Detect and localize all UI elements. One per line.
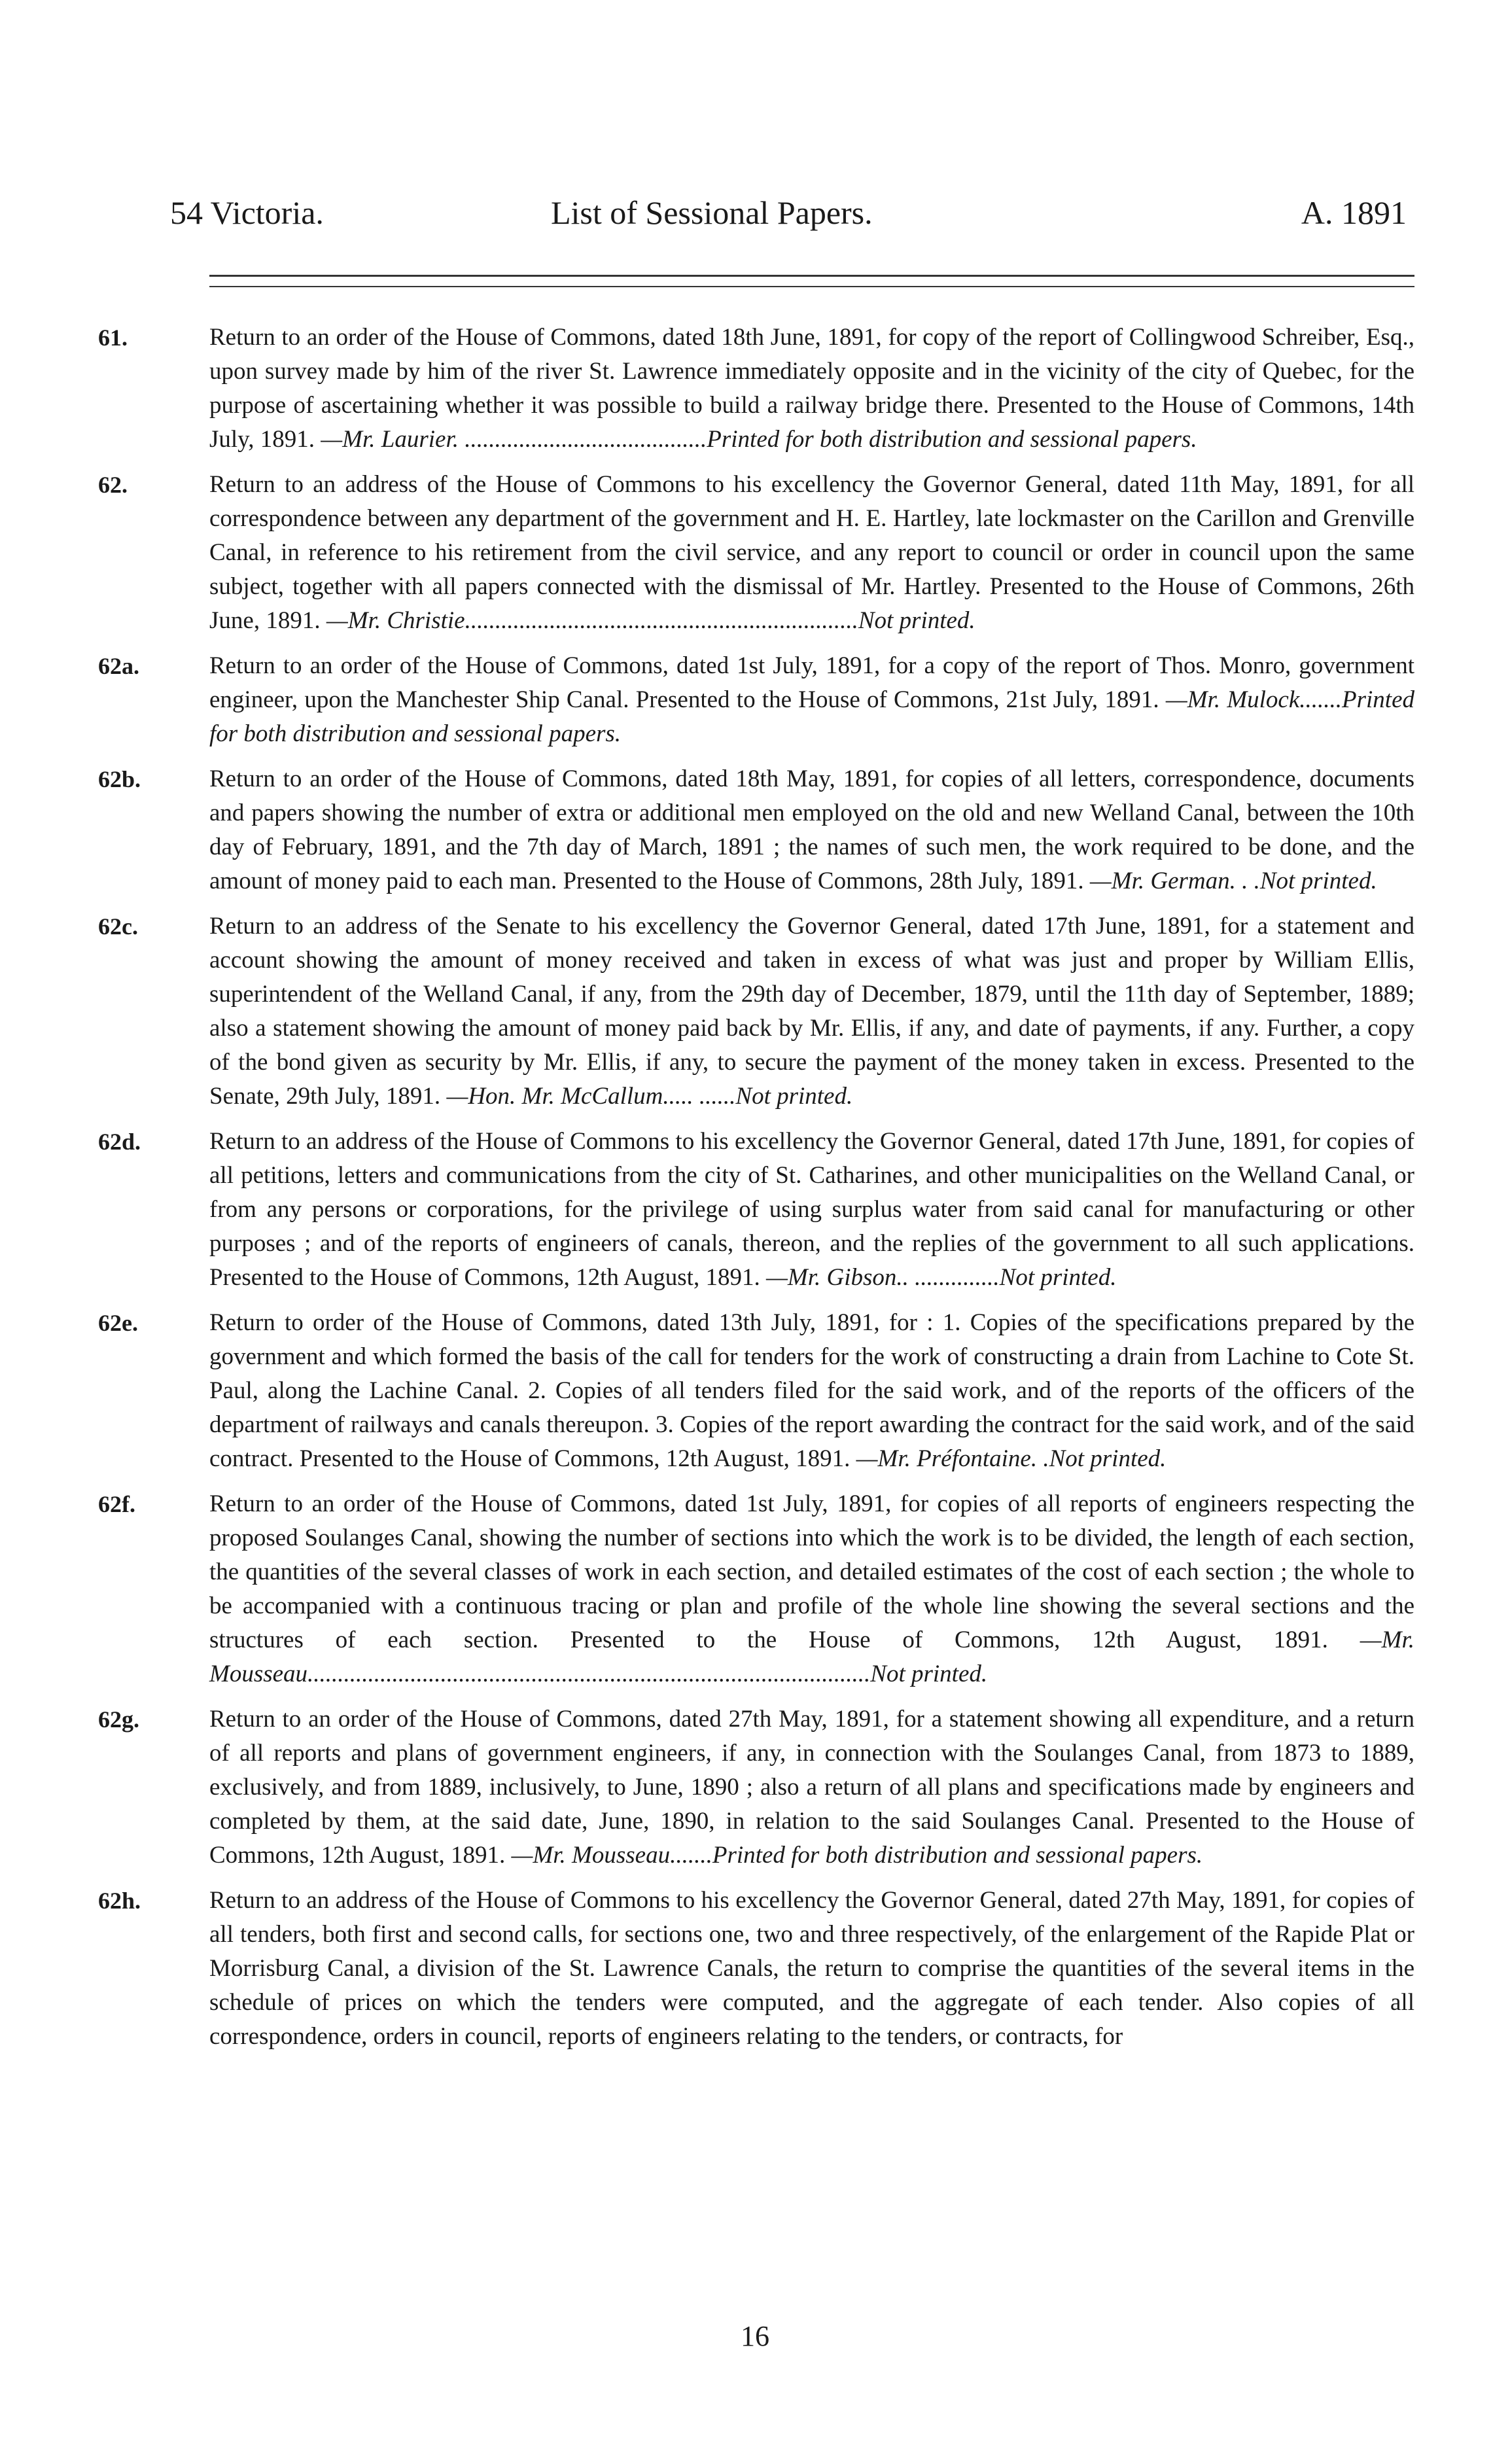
header-volume: 54 Victoria. [170,194,324,231]
paper-number: 62d. [98,1129,141,1155]
sessional-papers-list [0,321,1510,2065]
paper-mover: —Mr. Mulock....... [1165,686,1343,713]
paper-entry [98,909,1414,1114]
paper-number: 61. [98,325,128,351]
header-rule-top [209,275,1414,277]
paper-number: 62g. [98,1706,139,1733]
paper-entry [98,1884,1414,2054]
paper-description: Return to an address of the Senate to his excellency the Governor General, dated 17th June, 1891, for a statement and account showing the amount of money received and taken in excess of what was just and proper by William Ellis, superintendent of the Welland Canal, if any, from the 29th day of December, 1879, until the 11th day of September, 1889; also a statement showing the amount of money paid back by Mr. Ellis, if any, and date of payments, if any. Further, a copy of the bond given as security by Mr. Ellis, if any, to secure the payment of the money taken in excess. Presented to the Senate, 29th July, 1891. [209,913,1414,1110]
paper-mover: —Mr. Christie................................................................. [326,607,858,634]
paper-entry [98,1487,1415,1691]
paper-description: Return to an address of the House of Commons to his excellency the Governor General, dated 11th May, 1891, for all correspondence between any department of the government and H. E. Hartley, late lockmaster on the Carillon and Grenville Canal, in reference to his retirement from the civil service, and any report to council or order in council upon the same subject, together with all papers connected with the dismissal of Mr. Hartley. Presented to the House of Commons, 26th June, 1891. [209,471,1414,634]
paper-mover: —Mr. Laurier. ........................................ [321,426,707,453]
paper-status: Not printed. [870,1661,988,1687]
paper-description: Return to an order of the House of Commons, dated 1st July, 1891, for copies of all reports of engineers respecting the proposed Soulanges Canal, showing the number of sections into which the work is to be divided, the length of each section, the quantities of the several classes of work in each section, and detailed estimates of the cost of each section ; the whole to be accompanied with a continuous tracing or plan and profile of the whole line showing the several sections and the structures of each section. Presented to the House of Commons, 12th August, 1891. [209,1490,1414,1653]
paper-mover: —Mr. Mousseau............................................................................................. [209,1627,1415,1687]
paper-number: 62a. [98,653,139,679]
header-rule-bottom [209,286,1414,287]
paper-status: Not printed. [858,607,975,634]
paper-mover: —Mr. Gibson.. .............. [765,1264,1000,1291]
paper-number: 62e. [98,1310,138,1336]
paper-number: 62h. [98,1888,141,1914]
header-year: A. 1891 [1301,194,1407,231]
paper-status: Not printed. [1049,1445,1167,1472]
paper-mover: —Mr. Préfontaine. . [856,1445,1049,1472]
paper-entry [98,762,1414,898]
paper-description: Return to an order of the House of Commons, dated 18th June, 1891, for copy of the report of Collingwood Schreiber, Esq., upon survey made by him of the river St. Lawrence immediately opposite and in the vicinity of the city of Quebec, for the purpose of ascertaining whether it was possible to build a railway bridge there. Presented to the House of Commons, 14th July, 1891. [209,324,1414,453]
paper-mover: —Hon. Mr. McCallum..... ...... [446,1083,736,1110]
paper-entry [98,1702,1414,1873]
paper-status: Not printed. [1259,868,1377,894]
paper-entry [98,1306,1414,1476]
paper-status: Printed for both distribution and sessional papers. [712,1842,1203,1869]
paper-number: 62c. [98,913,138,940]
paper-description: Return to order of the House of Commons, dated 13th July, 1891, for : 1. Copies of the specifications prepared by the government and which formed the basis of the call for tenders for the work of constructing a drain from Lachine to Cote St. Paul, along the Lachine Canal. 2. Copies of all tenders filed for the said work, and of the reports of the officers of the department of railways and canals thereupon. 3. Copies of the report awarding the contract for the said work, and of the said contract. Presented to the House of Commons, 12th August, 1891. [209,1309,1414,1472]
paper-status: Not printed. [735,1083,853,1110]
paper-description: Return to an address of the House of Commons to his excellency the Governor General, dated 17th June, 1891, for copies of all petitions, letters and communications from the city of St. Catharines, and other municipalities on the Welland Canal, or from any persons or corporations, for the privilege of using surplus water from said canal for manufacturing or other purposes ; and of the reports of engineers of canals, thereon, and the replies of the government to all such applications. Presented to the House of Commons, 12th August, 1891. [209,1128,1414,1291]
paper-status: Printed for both distribution and sessional papers. [209,686,1415,747]
paper-number: 62. [98,472,128,498]
paper-number: 62f. [98,1491,135,1517]
paper-description: Return to an order of the House of Commons, dated 18th May, 1891, for copies of all letters, correspondence, documents and papers showing the number of extra or additional men employed on the old and new Welland Canal, between the 10th day of February, 1891, and the 7th day of March, 1891 ; the names of such men, the work required to be done, and the amount of money paid to each man. Presented to the House of Commons, 28th July, 1891. [209,766,1414,894]
paper-status: Printed for both distribution and sessional papers. [707,426,1197,453]
paper-number: 62b. [98,766,141,792]
paper-entry [98,321,1414,457]
page-number: 16 [741,2320,769,2352]
running-header [170,190,1407,236]
paper-mover: —Mr. German. . . [1089,868,1260,894]
paper-description: Return to an order of the House of Commons, dated 1st July, 1891, for a copy of the report of Thos. Monro, government engineer, upon the Manchester Ship Canal. Presented to the House of Commons, 21st July, 1891. [209,652,1414,713]
header-title: List of Sessional Papers. [551,194,873,231]
paper-entry [98,468,1414,638]
paper-mover: —Mr. Mousseau....... [511,1842,712,1869]
paper-status: Not printed. [999,1264,1117,1291]
paper-description: Return to an address of the House of Commons to his excellency the Governor General, dated 27th May, 1891, for copies of all tenders, both first and second calls, for sections one, two and three respectively, of the enlargement of the Rapide Plat or Morrisburg Canal, a division of the St. Lawrence Canals, the return to comprise the quantities of the several items in the schedule of prices on which the tenders were computed, and the aggregate of each tender. Also copies of all correspondence, orders in council, reports of engineers relating to the tenders, or contracts, for [209,1887,1414,2050]
paper-description: Return to an order of the House of Commons, dated 27th May, 1891, for a statement showing all expenditure, and a return of all reports and plans of government engineers, if any, in connection with the Soulanges Canal, from 1873 to 1889, exclusively, and from 1889, inclusively, to June, 1890 ; also a return of all plans and specifications made by engineers and completed by them, at the said date, June, 1890, in relation to the said Soulanges Canal. Presented to the House of Commons, 12th August, 1891. [209,1706,1414,1869]
paper-entry [98,1125,1414,1295]
paper-entry [98,649,1415,751]
